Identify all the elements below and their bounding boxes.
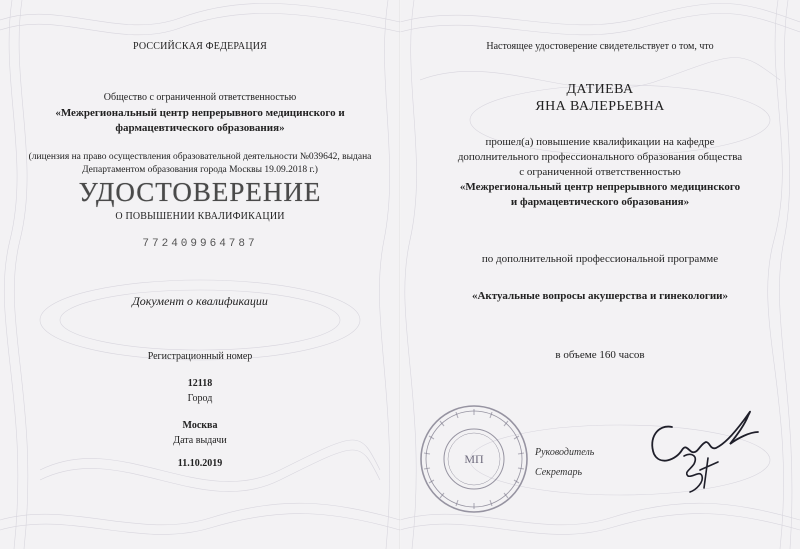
license-line2: Департаментом образования города Москвы 19.09.2018 г.): [82, 165, 318, 175]
country-header: РОССИЙСКАЯ ФЕДЕРАЦИЯ: [132, 41, 268, 52]
org-line2: и фармацевтического образования»: [510, 196, 690, 208]
registration-number: 12118: [187, 378, 213, 389]
issue-date: 11.10.2019: [177, 458, 223, 469]
completion-text-line3: с ограниченной ответственностью: [519, 166, 681, 178]
org-type: Общество с ограниченной ответственностью: [103, 92, 297, 103]
qualification-document-label: Документ о квалификации: [132, 294, 268, 308]
hours-volume: в объеме 160 часов: [555, 349, 645, 361]
secretary-signature: [678, 448, 728, 496]
official-seal: [418, 403, 530, 515]
document-title: УДОСТОВЕРЕНИЕ: [78, 177, 322, 207]
document-subtitle: О ПОВЫШЕНИИ КВАЛИФИКАЦИИ: [115, 211, 285, 222]
license-line1: (лицензия на право осуществления образовательной деятельности №039642, выдана: [28, 152, 372, 162]
secretary-label: Секретарь: [535, 467, 583, 478]
certifies-statement: Настоящее удостоверение свидетельствует о том, что: [486, 41, 714, 52]
head-label: Руководитель: [535, 447, 595, 458]
city-value: Москва: [182, 420, 218, 431]
document-number: 772409964787: [142, 238, 258, 250]
completion-text-line2: дополнительного профессионального образования общества: [457, 151, 743, 163]
seal-label: МП: [464, 452, 484, 466]
city-label: Город: [187, 393, 213, 404]
holder-surname: ДАТИЕВА: [566, 82, 634, 97]
org-line1: «Межрегиональный центр непрерывного медицинского: [459, 181, 741, 193]
org-name-line1: «Межрегиональный центр непрерывного медицинского и: [55, 107, 345, 119]
holder-given-names: ЯНА ВАЛЕРЬЕВНА: [535, 99, 665, 114]
program-name: «Актуальные вопросы акушерства и гинекологии»: [471, 290, 729, 302]
registration-number-label: Регистрационный номер: [147, 351, 253, 362]
completion-text-line1: прошел(а) повышение квалификации на кафедре: [485, 136, 715, 148]
org-name-line2: фармацевтического образования»: [115, 122, 285, 134]
issue-date-label: Дата выдачи: [173, 435, 227, 446]
program-label: по дополнительной профессиональной программе: [481, 253, 719, 265]
